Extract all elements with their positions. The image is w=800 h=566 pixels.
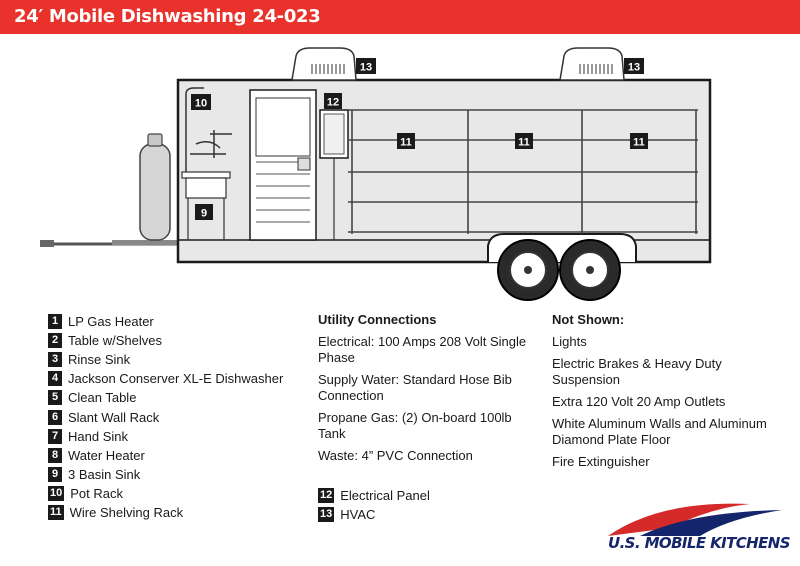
- extra-legend: [318, 486, 538, 524]
- utility-connections: [318, 312, 538, 470]
- legend-label: LP Gas Heater: [68, 314, 154, 330]
- legend-item: [318, 505, 538, 524]
- wheel-front: [498, 240, 558, 300]
- badge-hvac-front-label: 13: [359, 61, 373, 74]
- legend-label: Electrical Panel: [340, 488, 430, 504]
- badge-electrical-panel-label: 12: [326, 96, 340, 109]
- legend-label: HVAC: [340, 507, 376, 523]
- legend-item: [48, 427, 298, 446]
- legend-number: 7: [48, 429, 62, 444]
- legend-item: [48, 465, 298, 484]
- not-shown-title: Not Shown:: [552, 312, 625, 327]
- badge-shelf-2-label: 11: [518, 136, 530, 149]
- wheel-rear: [560, 240, 620, 300]
- legend-item: [48, 388, 298, 407]
- legend-number: 9: [48, 467, 62, 482]
- badge-sink: [195, 204, 213, 220]
- legend-label: Slant Wall Rack: [68, 409, 160, 425]
- trailer-diagram: [0, 34, 800, 304]
- title-bar: [0, 0, 800, 34]
- legend-item: [48, 407, 298, 426]
- legend-label: Table w/Shelves: [68, 333, 162, 349]
- badge-hvac-rear-label: 13: [627, 61, 641, 74]
- legend-number: 8: [48, 448, 62, 463]
- legend-label: Water Heater: [68, 447, 145, 463]
- tongue-plate: [112, 240, 178, 245]
- legend-number: 10: [50, 486, 63, 499]
- legend-number: 1: [48, 314, 62, 329]
- not-shown-item: Lights: [552, 334, 587, 349]
- legend-label: Hand Sink: [68, 428, 128, 444]
- not-shown-list: [552, 312, 792, 476]
- badge-hvac-front: [356, 58, 376, 74]
- legend-label: Pot Rack: [70, 485, 123, 501]
- equipment-legend: [48, 312, 298, 522]
- utility-item: Electrical: 100 Amps 208 Volt Single Phase: [318, 334, 527, 365]
- not-shown-item: Fire Extinguisher: [552, 454, 650, 469]
- logo-swoosh-icon: [600, 498, 790, 538]
- not-shown-item: White Aluminum Walls and Aluminum Diamond Plate Floor: [552, 416, 767, 447]
- legend-item: [318, 486, 538, 505]
- legend-number: 4: [48, 371, 62, 386]
- badge-pot-rack: [191, 94, 211, 110]
- propane-tank: [140, 134, 170, 240]
- legend-number: 13: [320, 508, 333, 521]
- badge-hvac-rear: [624, 58, 644, 74]
- page-title: 24′ Mobile Dishwashing 24-023: [14, 6, 321, 27]
- legend-item: [48, 350, 298, 369]
- not-shown-item: Electric Brakes & Heavy Duty Suspension: [552, 356, 722, 387]
- legend-item: [48, 503, 298, 522]
- badge-shelf-3: [630, 133, 648, 149]
- badge-pot-rack-label: 10: [194, 97, 208, 110]
- badge-shelf-1: [397, 133, 415, 149]
- badge-electrical-panel: [324, 93, 342, 109]
- legend-item: [48, 446, 298, 465]
- legend-number: 12: [320, 489, 333, 502]
- legend-item: [48, 369, 298, 388]
- hvac-unit-front: [292, 48, 356, 80]
- utility-item: Propane Gas: (2) On-board 100lb Tank: [318, 410, 512, 441]
- legend-item: [48, 484, 298, 503]
- legend-number: 5: [48, 390, 62, 405]
- badge-shelf-1-label: 11: [400, 136, 412, 149]
- legend-number: 3: [48, 352, 62, 367]
- hitch-coupler: [40, 240, 54, 247]
- utility-item: Supply Water: Standard Hose Bib Connection: [318, 372, 512, 403]
- badge-sink-label: 9: [200, 207, 208, 220]
- utility-title: Utility Connections: [318, 312, 437, 327]
- logo-text: U.S. MOBILE KITCHENS: [608, 534, 790, 552]
- legend-label: 3 Basin Sink: [68, 466, 141, 482]
- not-shown-item: Extra 120 Volt 20 Amp Outlets: [552, 394, 726, 409]
- legend-label: Rinse Sink: [68, 352, 131, 368]
- legend-label: Wire Shelving Rack: [69, 504, 184, 520]
- badge-shelf-2: [515, 133, 533, 149]
- legend-item: [48, 331, 298, 350]
- legend-item: [48, 312, 298, 331]
- brand-logo: [600, 498, 790, 558]
- badge-shelf-3-label: 11: [633, 136, 645, 149]
- legend-number: 6: [48, 410, 62, 425]
- utility-item: Waste: 4” PVC Connection: [318, 448, 473, 463]
- legend-label: Jackson Conserver XL-E Dishwasher: [68, 371, 284, 387]
- entry-door: [250, 90, 316, 240]
- legend-number: 2: [48, 333, 62, 348]
- legend-label: Clean Table: [68, 390, 137, 406]
- hvac-unit-rear: [560, 48, 624, 80]
- legend-number: 11: [50, 505, 62, 518]
